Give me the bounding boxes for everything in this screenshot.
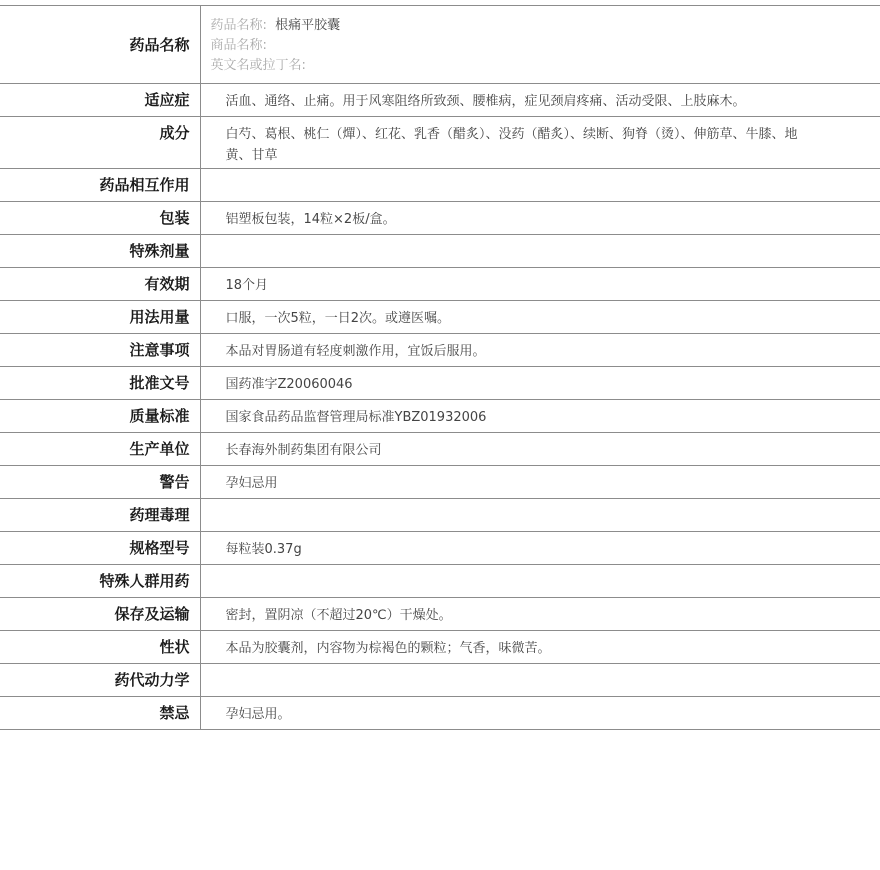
english-name-line [211,56,821,76]
table-row-approval-number [0,367,880,400]
row-label: 禁忌 [0,697,200,730]
table-row-ingredients [0,117,880,169]
row-label: 规格型号 [0,532,200,565]
row-value: 口服，一次5粒，一日2次。或遵医嘱。 [200,301,880,334]
table-row-shelf-life [0,268,880,301]
row-label: 警告 [0,466,200,499]
row-value: 白芍、葛根、桃仁（燀）、红花、乳香（醋炙）、没药（醋炙）、续断、狗脊（烫）、伸筋草、牛膝、地黄、甘草 [200,117,880,169]
row-value [200,169,880,202]
row-label: 用法用量 [0,301,200,334]
table-row-drug-name [0,6,880,84]
drug-info-table [0,5,880,730]
english-name-key: 英文名或拉丁名: [210,58,306,73]
row-label: 药理毒理 [0,499,200,532]
table-row-pharmacology [0,499,880,532]
generic-name-line [211,16,821,36]
row-label: 有效期 [0,268,200,301]
row-value: 孕妇忌用 [200,466,880,499]
table-row-indications [0,84,880,117]
row-label: 特殊人群用药 [0,565,200,598]
row-value: 国家食品药品监督管理局标准YBZ01932006 [200,400,880,433]
row-label: 药品相互作用 [0,169,200,202]
row-label: 包装 [0,202,200,235]
row-value: 铝塑板包装，14粒×2板/盒。 [200,202,880,235]
table-row-dosage [0,301,880,334]
row-value: 孕妇忌用。 [200,697,880,730]
row-value: 国药准字Z20060046 [200,367,880,400]
table-row-specification [0,532,880,565]
row-label: 批准文号 [0,367,200,400]
generic-name-key: 药品名称: [210,18,267,33]
generic-name-value: 根痛平胶囊 [275,18,341,33]
row-label: 注意事项 [0,334,200,367]
row-value [200,499,880,532]
table-row-special-dosage [0,235,880,268]
trade-name-key: 商品名称: [210,38,267,53]
row-label: 性状 [0,631,200,664]
row-label: 成分 [0,117,200,169]
table-row-special-populations [0,565,880,598]
row-value: 活血、通络、止痛。用于风寒阻络所致颈、腰椎病，症见颈肩疼痛、活动受限、上肢麻木。 [200,84,880,117]
row-label: 特殊剂量 [0,235,200,268]
row-value: 密封，置阴凉（不超过20℃）干燥处。 [200,598,880,631]
row-label: 质量标准 [0,400,200,433]
row-label: 药品名称 [0,6,200,84]
row-value: 每粒装0.37g [200,532,880,565]
row-label: 药代动力学 [0,664,200,697]
row-label: 生产单位 [0,433,200,466]
table-row-precautions [0,334,880,367]
row-value: 本品对胃肠道有轻度刺激作用，宜饭后服用。 [200,334,880,367]
table-row-contraindications [0,697,880,730]
table-row-manufacturer [0,433,880,466]
table-row-interactions [0,169,880,202]
row-label: 适应症 [0,84,200,117]
table-row-quality-standard [0,400,880,433]
table-row-description [0,631,880,664]
table-row-warning [0,466,880,499]
row-value: 本品为胶囊剂，内容物为棕褐色的颗粒；气香，味微苦。 [200,631,880,664]
trade-name-line [211,36,821,56]
table-row-storage [0,598,880,631]
row-value [200,565,880,598]
row-value: 18个月 [200,268,880,301]
row-value [200,235,880,268]
row-value: 长春海外制药集团有限公司 [200,433,880,466]
drug-names-cell [200,6,880,84]
row-value [200,664,880,697]
table-row-packaging [0,202,880,235]
table-row-pharmacokinetics [0,664,880,697]
row-label: 保存及运输 [0,598,200,631]
